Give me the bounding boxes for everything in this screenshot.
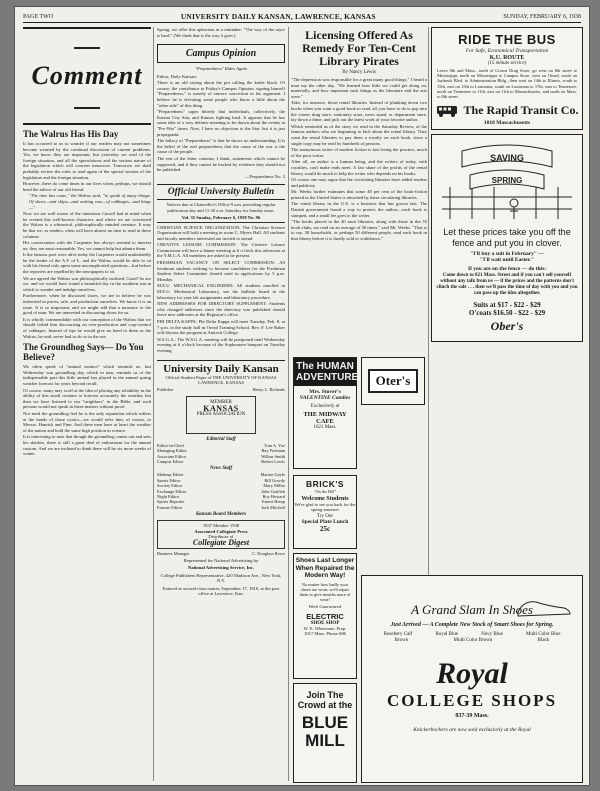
walrus-paragraph: Furthermore, when he discussed shoes, we are to believe he was interested in prices, sale, and production ourselves. We know it is an issue. It is so important, and we might add that a nuisance to the good of man. We are interested in discussing shoes for us.: [23, 293, 151, 316]
staff-line: Associate Editor Wilbur Smith: [157, 453, 285, 459]
oters-logo: Oter's: [368, 369, 419, 393]
shoe-color: Multi Color Brown: [453, 638, 493, 643]
fence-illustration: [432, 137, 582, 225]
campus-paragraph: There is an old saying about the pot calling the kettle black. Of course, the contributor to Friday's Campus Opinion, signing himself "Preparedness," is merely of sincere conviction in his argument. I believe he is elevating some people who know a little about the "other side" of this thing.: [157, 80, 285, 108]
staff-line: Editor-in-Chief Tom A. Yoe: [157, 442, 285, 448]
bricks-special: Special Plate Lunch: [301, 519, 349, 525]
campus-opinion-title: Campus Opinion: [157, 44, 285, 63]
licensing-paragraph: Take, for instance, those rental libraries. Instead of plunking down two bucks when you want a good book to read, all you have to do is pop into the corner drug store, stationery store, news stand, or department store, lay down a dime, and pick out the latest work of your favorite author.: [291, 100, 427, 123]
rep-head: Represented for National Advertising by: [183, 558, 259, 564]
bricks-price: 25c: [319, 525, 331, 533]
groundhog-paragraph: Nor need the groundhog feel he is the only reputation which suffers at the hands of those cynics—we would refer him, of course, to Messrs. Hanrick and Finn. And these men have at heart the weather of the nation and hold the same high position in science.: [23, 410, 151, 433]
staff-line: Managing Editor Ray Freeman: [157, 448, 285, 454]
campus-paragraph: "Preparedness" urges bitterly that individuals, collectively, the Kansas City Star, and Kansas fighting hard. It appears that he has some idea of a very definite meaning to be drawn about the events in "Pre-War" times. Now, I have no objection to the Star, but it is just propaganda.: [157, 109, 285, 137]
royal-colors-row-2: [362, 638, 582, 643]
bulletin-item: PHI DELTA KAPPA: Phi Delta Kappa will meet Tuesday, Feb. 8, at 7 p.m. in the study hall in Oread Training School. Rev. F. Lee Baker will discuss the program at Antioch College.: [157, 319, 285, 336]
comment-header: Comment: [23, 27, 151, 125]
walrus-paragraph: However, there do come times in our lives when, perhaps, we should heed the advice of our old friend:: [23, 181, 151, 192]
obers-suits-price: Suits at $17 - $22 - $29: [473, 301, 541, 310]
bus-route: K.U. ROUTE: [489, 55, 525, 61]
bulletin-notice: Notices due at Chancellor's Office 9 a.m. preceding regular publication day and 11:30 a.m. Saturday for Sunday issue.: [166, 202, 276, 213]
saving-sign-text: SAVING: [490, 153, 524, 164]
bus-details: Leave 8th and Mass., north of Crown Drug Store, go west on 8th street to Mississippi, north on Mississippi to Campus Store, west on Oread, south on Jayhawk Blvd. to Administration Bldg., then west on 14th to Illinois, south to 15th, east on 15th to Louisiana, south on Louisiana to 17th, east to Tennessee, north on Tennessee to 11th, east on 11th to Massachusetts, and north on Mass. to 8th street.: [437, 68, 577, 100]
obers-clothing-ad: [431, 134, 583, 342]
shoe-repair-headline: Shoes Last Longer When Repaired the Modern Way!: [295, 557, 355, 579]
licensing-paragraph: Which reminded us of the story we read in the Saturday Review, of the famous authors who are beginning to kick about the rental library. They want the rental libraries to pay them a royalty on each book, since a single copy may be read by hundreds of persons.: [291, 123, 427, 146]
newspaper-title: UNIVERSITY DAILY KANSAN, LAWRENCE, KANSAS: [180, 12, 376, 21]
entered-notice: Entered as second-class matter, September 17, 1910, at the post office at Lawrence, Kan.: [162, 585, 280, 597]
staff-line: Society Editor Mary Miller: [157, 483, 285, 489]
licensing-headline: Licensing Offered As Remedy For Ten-Cent Library Pirates: [302, 28, 416, 68]
campus-subhead: "Preparedness" Rides Again: [194, 66, 248, 72]
obers-coats-price: O'coats $16.50 - $22 - $29: [468, 309, 546, 318]
news-staff-head: News Staff: [209, 466, 233, 472]
bulletin-volume: Vol. 35 Sunday, February 6, 1938 No. 96: [157, 215, 285, 222]
bricks-ad: [293, 475, 357, 549]
college-shops-name: COLLEGE SHOPS: [386, 691, 558, 710]
collegiate-press-box: 1937 Member 1938 Associated Collegiate Press Distributor of Collegiate Digest: [157, 520, 285, 548]
obers-headline: Let these prices take you off the fence and put you in clover.: [443, 227, 571, 248]
shoe-color: Brown: [394, 638, 409, 643]
bricks-try: Try Our: [316, 514, 334, 519]
bulletin-item: CHRISTIAN SCIENCE ORGANIZATION: The Christian Science Organization will hold a meeting in room C, Myers Hall. All students and faculty members interested are invited to attend.: [157, 224, 285, 241]
udk-official: Official Student Paper of THE UNIVERSITY OF KANSAS LAWRENCE, KANSAS: [165, 374, 277, 385]
licensing-paragraph: "The books placed in the 40 most libraries, along with those in the 35 book clubs, are read on an average of 30 times." said Mr. Weeks. "That is to say, 30 households, or perhaps 50 different people, read each book in that library before it is finally sold or withdrawn.": [291, 219, 427, 242]
bricks-welcome: Welcome Students: [301, 496, 349, 502]
candy-maker: Mrs. Stover's: [309, 389, 341, 395]
walrus-quote: "The time has come," the Walrus said, "to speak of many things: Of shoes—and ships—and sealing wax—of cabbages—and kings—": [29, 193, 151, 210]
issue-date: SUNDAY, FEBRUARY 6, 1938: [503, 13, 581, 20]
column-editorials-right: [157, 27, 285, 781]
udk-title: University Daily Kansan: [157, 360, 285, 375]
bus-company: The Rapid Transit Co.: [463, 103, 579, 118]
staff-line: Sports Reporter Ernest Hemp: [157, 499, 285, 505]
shoe-color: Multi Color Blue: [525, 632, 561, 637]
bulletin-item: FRESHMAN VACANCY ON SELECT COMMISSION: All freshman students wishing to become candidates for the Freshman Student Select Committee should send in applications by 5 p.m. Monday.: [157, 260, 285, 282]
royal-headline: A Grand Slam In Shoes: [411, 602, 533, 617]
blue-mill-ad: [293, 683, 357, 783]
bus-ad: [431, 27, 583, 130]
shoe-color: Navy Blue: [481, 632, 503, 637]
shoe-shop-owner: W. E. Whetstone, Prop.: [303, 626, 347, 632]
business-manager-line: Business Manager C. Douglass Rowe: [157, 550, 285, 556]
candy-sold-at: Exclusively at: [310, 403, 340, 409]
column-licensing: [291, 27, 427, 339]
licensing-paragraph: Mr. Weeks further estimates that some 40 per cent of the book-fiction printed in the United States is absorbed by these circulating libraries.: [291, 189, 427, 200]
groundhog-headline: The Groundhog Says— Do You Believe?: [23, 342, 144, 363]
walrus-paragraph: We are agreed the Walrus was philosophically inclined. Good! So are we, and we would have found a beautiful day in the southern sun in which to wander and indulge ourselves.: [23, 275, 151, 292]
obers-logo: Ober's: [490, 319, 524, 334]
licensing-byline: By Nancy Lewis: [342, 70, 376, 75]
staff-line: Makeup Editor Marion Gayle: [157, 472, 285, 478]
licensing-paragraph: The rental library in the U.S. is a business that has grown fast. The Danish government found a way to protect the author—each book is stamped, and a small fee goes to the writer.: [291, 201, 427, 218]
royal-colors-row-1: [362, 632, 582, 637]
staff-line: Feature Editor Jack Mitchell: [157, 504, 285, 510]
walrus-paragraph: It the famous poet were alive today the Carpenter would undoubtedly be the leader of the A.F. of L. and the Walrus would be able to sit with his friend only upon some uncomplicated questions—but before the reporters are repelled by the newspapers to sit.: [23, 252, 151, 275]
obers-quote-1: "I'll buy a suit in February" —: [470, 251, 544, 258]
bulletin-item: CREATIVE LEISURE COMMISSION: The Creative Leisure Commission will have a dinner meeting at 6 o'clock this afternoon at the Y.M.C.A. All members are asked to be present.: [157, 242, 285, 259]
groundhog-paragraph: It is interesting to note that though the groundhog comes out and sees his shadow, there is still a great deal of enthusiasm for the annual custom. And we are inclined to think there will be six more weeks of winter.: [23, 434, 151, 457]
bricks-welcome-sub: We're glad to see you back for the spring semester: [294, 502, 356, 512]
bricks-sub: "On the Hill": [313, 489, 337, 494]
electric-shoe-shop-ad: [293, 553, 357, 679]
bus-company-row: [432, 101, 582, 120]
board-head: Kansan Board Members: [195, 512, 247, 518]
staff-line: Sports Editor Bill Gowdy: [157, 477, 285, 483]
bus-icon: [436, 104, 458, 118]
bulletin-title: Official University Bulletin: [157, 184, 285, 200]
obers-pitch-2: Come down to 821 Mass. Street and if you can't sell yourself without any talk from us — if the prices and the patterns don't clinch the sale . . . then we'll pass the time of day with you and you can pass up the idea altogether.: [436, 273, 578, 297]
oters-ad: [361, 357, 425, 405]
shoe-color: Rosebery Calf: [383, 632, 413, 637]
licensing-paragraph: Of course one may argue that the circulating libraries have added readers and publicity.: [291, 177, 427, 188]
bus-interval: (15 minute service): [487, 61, 527, 66]
staff-line: Campus Editor Robert Lewis: [157, 459, 285, 464]
bulletin-item: M.E.U. MECHANICAL ENGINEERS: All students enrolled in M.E.U. Mechanical Laboratory, see the bulletin board in the laboratory for your lab assignments and laboratory procedure.: [157, 283, 285, 300]
page-masthead: [23, 11, 581, 23]
electric-label: ELECTRIC: [306, 612, 344, 622]
campus-paragraph: The rest of the letter contains, I think, statements which cannot be supported, and if they cannot be backed by evidence they should not be published.: [157, 155, 285, 173]
licensing-paragraph: After all, an author is a human being, and the writers of today, with royalties, can't make ends meet. A fair share of the profits of the rental library would do much to help the writer who depends on his books.: [291, 159, 427, 176]
walrus-headline: The Walrus Has His Day: [23, 129, 119, 139]
obers-quote-2: "I'll wait until Easter.": [479, 257, 535, 264]
human-adventure-ad: [293, 357, 357, 469]
shoe-color: Royal Blue: [435, 632, 459, 637]
bulletin-item: NEW ADDRESSES FOR DIRECTORY SUPPLEMENT: Students who changed addresses since the directory was published should leave new addresses at the Registrar's office.: [157, 301, 285, 318]
join-the-crowd: Join The Crowd at the: [297, 690, 353, 710]
shoe-illustration: [514, 582, 574, 622]
shoe-repair-guarantee: Work Guaranteed: [308, 604, 342, 610]
newspaper-page: [14, 6, 590, 786]
royal-logo: Royal: [436, 657, 508, 690]
shoe-shop-label: SHOE SHOP: [310, 621, 340, 627]
walrus-paragraph: It has occurred to us to wonder if our readers may not sometimes become wearied by the continual discussion of current problems. Yes, we know they are important, but yesterday we read of the foreign situation, and all the speculations and the serious nature of the legislation which will concern tomorrow. Tomorrow we shall probably review the roles to read again of the special session of the legislature and the foreign situation.: [23, 141, 151, 180]
shoe-color: Black: [537, 638, 550, 643]
column-rule: [153, 27, 154, 781]
shoe-shop-phone: 1017 Mass. Phone 686: [304, 631, 346, 637]
royal-college-shops-ad: [361, 575, 583, 783]
human-adventure-title: The HUMAN ADVENTURE: [294, 358, 356, 386]
campus-paragraph: The fallacy of "Preparedness" is that he shows no understanding. It is the belief of the real preparedness that the cause of the war is the cause of the people.: [157, 138, 285, 155]
licensing-paragraph: "The depression was responsible for a great many good things," I heard a man say the other day. "We learned how little we could get along on, materially, and how important such things as the literature and the arts were.": [291, 77, 427, 99]
bus-address: 1018 Massachusetts: [483, 120, 531, 127]
groundhog-paragraph: Of course, many may scoff at the idea of placing any reliability in the ability of this small creature to forecast accurately the weather, but then we have listened to our "neighbors" in the Bible, and such persons would not speak in these matters without proof.: [23, 387, 151, 410]
page-number: PAGE TWO: [23, 13, 54, 20]
licensing-paragraph: The anonymous writer of modern fiction is fast losing the practice, much of the poor writer.: [291, 147, 427, 158]
obers-pitch-1: If you are on the fence — do this:: [467, 266, 547, 273]
campus-addressee: Editor, Daily Kansan:: [157, 73, 198, 79]
walrus-paragraph: It is wholly commendable with our conception of the Walrus that we should forbid him discoursing on over-production and crop-control of cabbages. Instead of tips he would give no heed to them as the Walrus, he said, never had to do so in the sea.: [23, 316, 151, 339]
royal-tagline: Knickerbockers are now sold exclusively at the Royal: [413, 727, 531, 733]
staff-line: Exchange Editor John Gottlieb: [157, 488, 285, 494]
staff-line: Night Editor Roy Howard: [157, 494, 285, 500]
bricks-name: BRICK'S: [305, 479, 345, 489]
publisher-line: Publisher Henry L. Richards: [157, 387, 285, 393]
column-rule: [288, 27, 289, 781]
royal-subhead: Just Arrived — A Complete New Stock of Smart Shoes for Spring.: [390, 622, 554, 628]
bus-headline: RIDE THE BUS: [458, 32, 556, 47]
press-association-logo: MEMBER KANSAS PRESS ASSOCIATION: [186, 396, 256, 434]
bus-slogan: For Safe, Economical Transportation: [465, 48, 549, 54]
campus-signature: —Preparedness No. 2: [244, 173, 285, 179]
shoe-repair-text: No matter how badly your shoes are worn, we'll repair them to give months more of wear!: [299, 581, 351, 603]
walrus-paragraph: Now we are well aware of the intentions Carroll had in mind when he created this well-known character; and where we are concerned the Walrus is a whimsical, philosophically minded creature. It may be that we, as readers, often will have almost no time to read in these columns.: [23, 211, 151, 239]
campus-intro: Spring, we offer this aphorism as a reminder: "The way of the rayer is hard." (We think that is the way it goes.): [157, 27, 285, 38]
royal-address: 837-39 Mass.: [455, 713, 489, 719]
rep-detail: College Publishers Representative, 420 Madison Ave., New York, N.Y.: [160, 572, 282, 584]
midway-cafe: THE MIDWAY CAFE: [303, 410, 347, 425]
spring-sign-text: SPRING: [491, 176, 523, 186]
column-editorials-left: [23, 27, 151, 781]
editorial-staff-head: Editorial Staff: [206, 436, 236, 442]
candy-name: VALENTINE Candies: [299, 395, 351, 401]
groundhog-paragraph: We often speak of "animal instinct" which reminds us, last Wednesday was groundhog day, which in turn, reminds us of the indispensable part this little animal has played in the annual spring weather forecast for years beyond recall.: [23, 364, 151, 386]
rep-name: National Advertising Service, Inc.: [188, 565, 254, 571]
blue-mill-name: BLUE MILL: [301, 713, 349, 750]
bulletin-item: W.S.G.A.: The W.S.G.A. meeting will be postponed until Wednesday evening at 6 o'clock because of the Sophomore banquet on Tuesday evening.: [157, 336, 285, 353]
midway-address: 1021 Mass.: [313, 424, 337, 430]
walrus-paragraph: His conversation with the Carpenter has always seemed to interest us; they are most reasonable. Yes, we cannot help but admire them.: [23, 240, 151, 251]
